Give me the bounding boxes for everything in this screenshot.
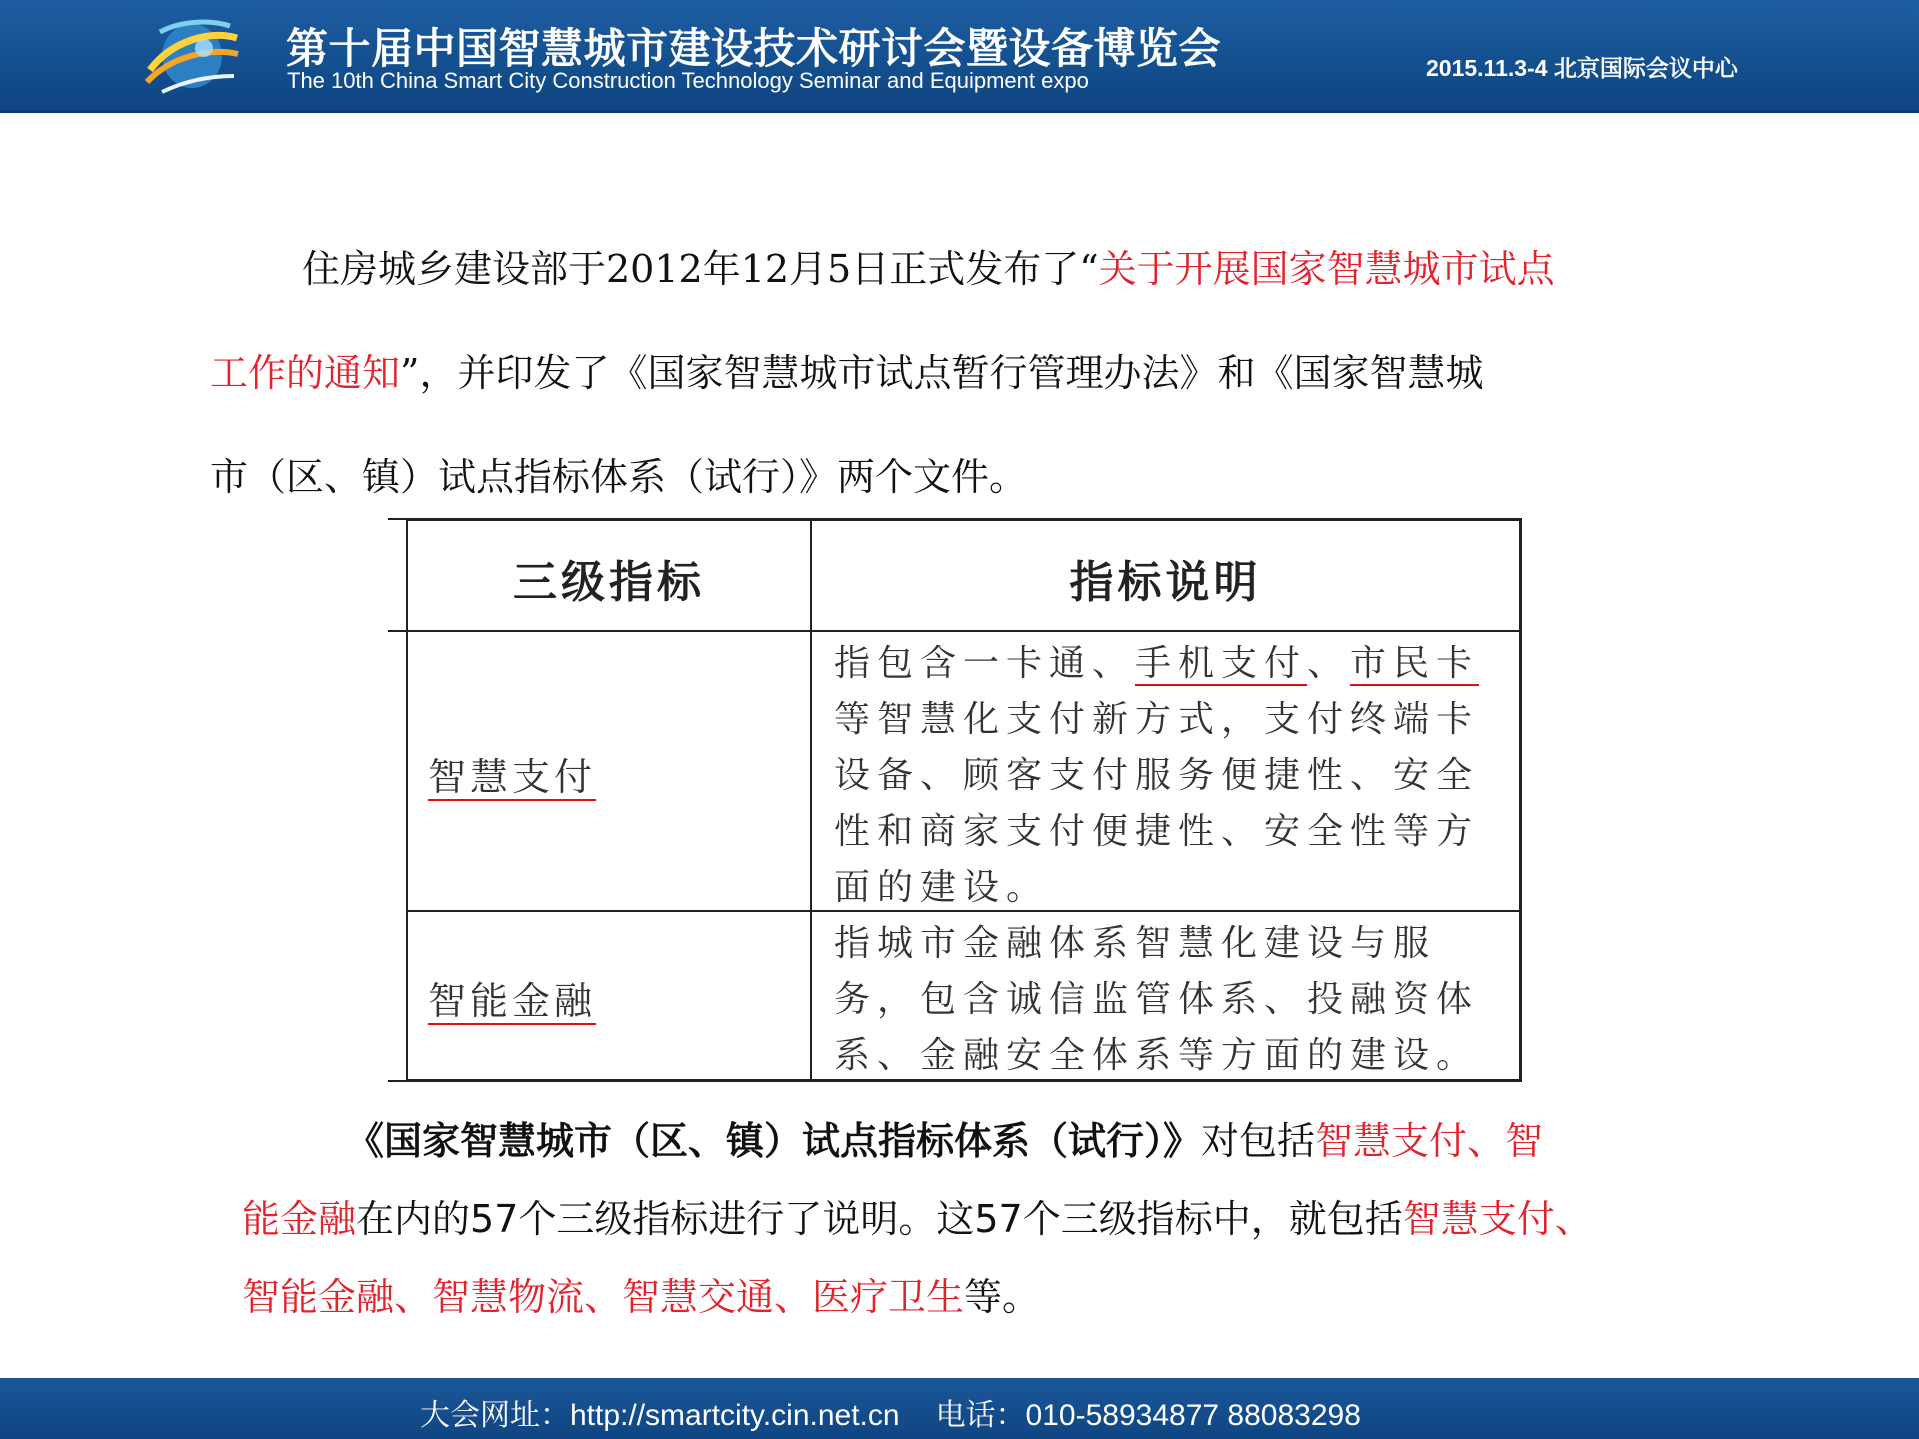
table-header-divider [406, 630, 1522, 632]
header-indicator-description: 指标说明 [1069, 557, 1262, 608]
summary-text: 等。 [964, 1275, 1041, 1319]
table-rule [388, 630, 408, 632]
mobile-payment-term: 手机支付 [1135, 643, 1308, 684]
table-top-border [406, 518, 1522, 521]
indicator-smart-finance: 智能金融 [428, 979, 597, 1023]
summary-text: 对包括 [1201, 1119, 1316, 1163]
summary-line-2 [242, 1188, 1593, 1243]
citizen-card-term: 市民卡 [1350, 643, 1480, 684]
highlight-terms: 智慧支付、 [1402, 1197, 1593, 1241]
footer-bar [0, 1378, 1919, 1439]
summary-line-3 [242, 1266, 1040, 1321]
highlight-terms: 智慧支付、智 [1315, 1119, 1544, 1163]
table-rule [388, 518, 408, 520]
notice-title-part-2: 工作的通知 [210, 351, 401, 395]
conference-phone: 电话：010-58934877 88083298 [935, 1399, 1361, 1432]
conference-title-en: The 10th China Smart City Construction Technology Seminar and Equipment expo [287, 68, 1089, 93]
intro-text-1: 住房城乡建设部于2012年12月5日正式发布了“ [302, 247, 1099, 291]
intro-text-3: 市（区、镇）试点指标体系（试行）》两个文件。 [210, 455, 1028, 499]
highlight-terms: 智能金融、智慧物流、智慧交通、医疗卫生 [242, 1275, 965, 1319]
intro-text-2: ”，并印发了《国家智慧城市试点暂行管理办法》和《国家智慧城 [400, 351, 1484, 395]
conference-website: 大会网址：http://smartcity.cin.net.cn [420, 1399, 900, 1432]
intro-line-2 [210, 342, 1483, 397]
standard-doc-name: 《国家智慧城市（区、镇）试点指标体系（试行）》 [346, 1119, 1202, 1163]
desc-smart-finance: 指城市金融体系智慧化建设与服务，包含诚信监管体系、投融资体系、金融安全体系等方面的建设。 [834, 923, 1480, 1076]
notice-title-part-1: 关于开展国家智慧城市试点 [1098, 247, 1555, 291]
summary-text: 在内的57个三级指标进行了说明。这57个三级指标中，就包括 [356, 1197, 1403, 1241]
highlight-terms: 能金融 [242, 1197, 357, 1241]
header-banner [0, 0, 1919, 113]
conference-title-cn: 第十届中国智慧城市建设技术研讨会暨设备博览会 [286, 24, 1222, 73]
indicator-smart-payment: 智慧支付 [428, 755, 597, 799]
table-right-border [1519, 518, 1522, 1082]
summary-line-1 [346, 1110, 1543, 1165]
event-date-venue: 2015.11.3-4 北京国际会议中心 [1426, 55, 1738, 81]
desc-text: 指包含一卡通、 [834, 643, 1136, 684]
indicator-table [388, 518, 1522, 1082]
desc-text: 、 [1307, 643, 1351, 684]
table-rule [388, 1080, 408, 1082]
intro-line-3 [210, 446, 1027, 501]
conference-logo [142, 10, 242, 100]
table-row-smart-payment [428, 746, 596, 801]
table-row-smart-finance [428, 970, 596, 1025]
header-level3-indicator: 三级指标 [513, 557, 705, 608]
desc-text: 等智慧化支付新方式，支付终端卡设备、顾客支付服务便捷性、安全性和商家支付便捷性、安全性等方面的建设。 [834, 699, 1480, 908]
desc-smart-payment [834, 636, 1506, 916]
footer-contact [420, 1390, 1361, 1434]
intro-line-1 [302, 238, 1555, 293]
